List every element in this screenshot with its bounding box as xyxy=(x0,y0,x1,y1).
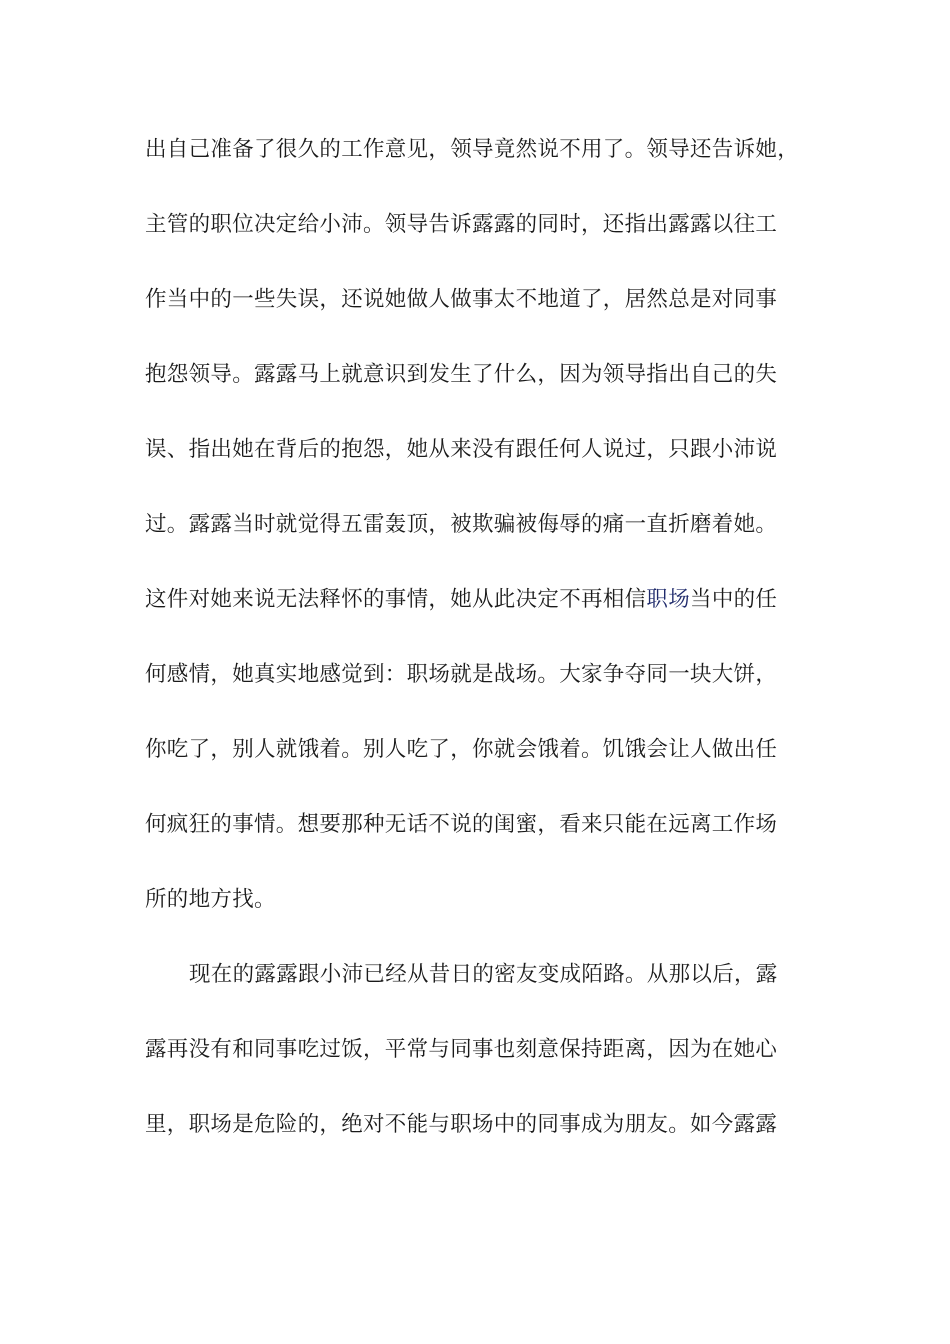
paragraph-2-line-1: 现在的露露跟小沛已经从昔日的密友变成陌路。从那以后，露 xyxy=(189,962,778,987)
text-line-11: 所的地方找。 xyxy=(145,887,276,912)
text-line-1: 出自己准备了很久的工作意见，领导竟然说不用了。领导还告诉她， xyxy=(145,137,800,162)
workplace-link[interactable]: 职场 xyxy=(646,587,691,612)
text-line-8: 何感情，她真实地感觉到：职场就是战场。大家争夺同一块大饼， xyxy=(145,662,778,687)
text-line-7 xyxy=(145,584,805,616)
text-line-7-before: 这件对她来说无法释怀的事情，她从此决定不再相信 xyxy=(145,587,647,612)
paragraph-2-line-2: 露再没有和同事吃过饭，平常与同事也刻意保持距离，因为在她心 xyxy=(145,1037,778,1062)
text-line-9: 你吃了，别人就饿着。别人吃了，你就会饿着。饥饿会让人做出任 xyxy=(145,737,778,762)
paragraph-2-line-3: 里，职场是危险的，绝对不能与职场中的同事成为朋友。如今露露 xyxy=(145,1112,778,1137)
text-line-4: 抱怨领导。露露马上就意识到发生了什么，因为领导指出自己的失 xyxy=(145,362,778,387)
text-line-5: 误、指出她在背后的抱怨，她从来没有跟任何人说过，只跟小沛说 xyxy=(145,437,778,462)
text-line-7-after: 当中的任 xyxy=(690,587,778,612)
text-line-2: 主管的职位决定给小沛。领导告诉露露的同时，还指出露露以往工 xyxy=(145,212,778,237)
text-line-10: 何疯狂的事情。想要那种无话不说的闺蜜，看来只能在远离工作场 xyxy=(145,812,778,837)
text-line-6: 过。露露当时就觉得五雷轰顶，被欺骗被侮辱的痛一直折磨着她。 xyxy=(145,512,778,537)
text-line-3: 作当中的一些失误，还说她做人做事太不地道了，居然总是对同事 xyxy=(145,287,778,312)
